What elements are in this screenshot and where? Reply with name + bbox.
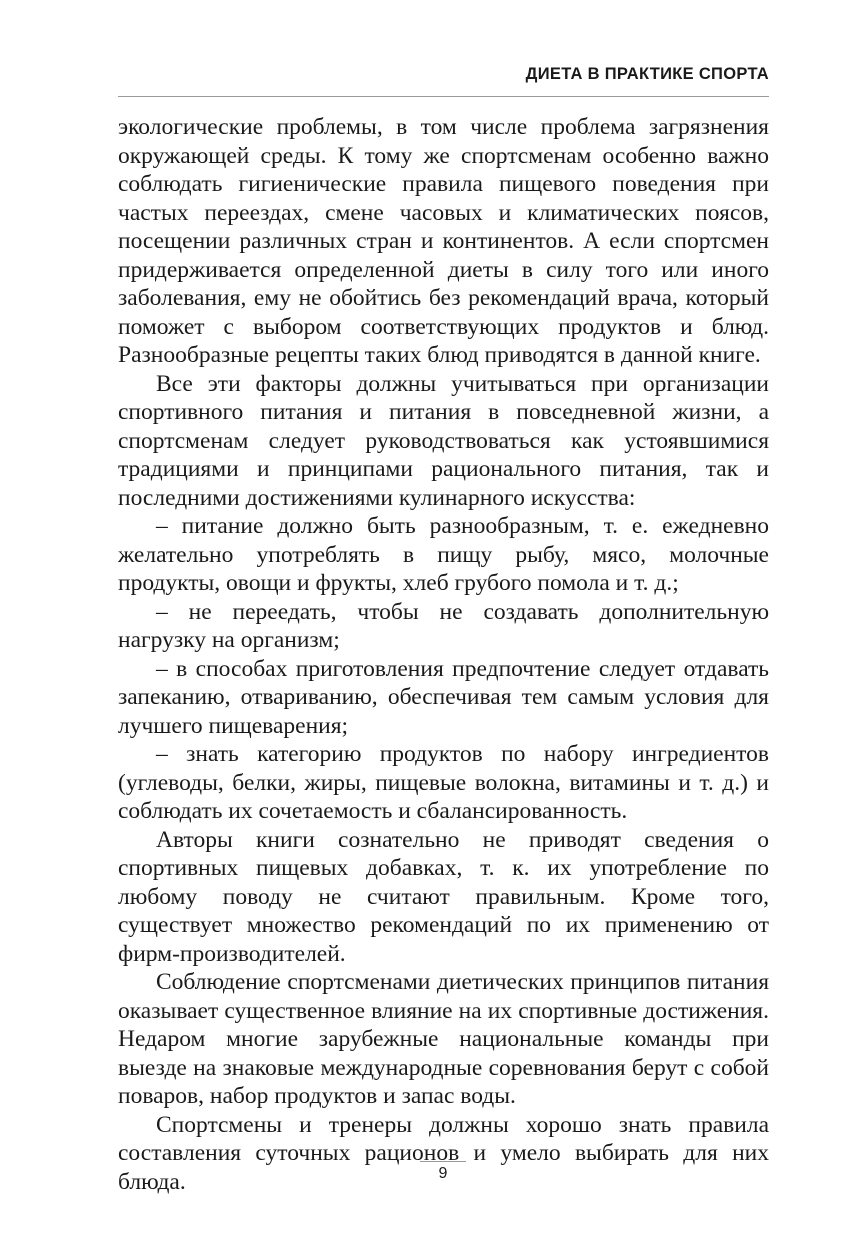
running-header-title: ДИЕТА В ПРАКТИКЕ СПОРТА (525, 65, 769, 83)
paragraph: Авторы книги сознательно не приводят сведения о спортивных пищевых добавках, т. к. их употребление по любому поводу не считают правильным. Кроме того, существует множество рекомендаций по их применению от фирм-производителей. (118, 826, 769, 967)
paragraph: Все эти факторы должны учитываться при организации спортивного питания и питания в повседневной жизни, а спортсменам следует руководствоваться как устоявшимися традициями и принципами рационального питания, так и последними достижениями кулинарного искусства: (118, 370, 769, 511)
paragraph: Спортсмены и тренеры должны хорошо знать правила составления суточных рационов и умело выбирать для них блюда. (118, 1111, 769, 1195)
list-item: – в способах приготовления предпочтение следует отдавать запеканию, отвариванию, обеспечивая тем самым условия для лучшего пищеварения; (118, 655, 769, 739)
list-item: – питание должно быть разнообразным, т. е. ежедневно желательно употреблять в пищу рыбу, мясо, молочные продукты, овощи и фрукты, хлеб грубого помола и т. д.; (118, 513, 769, 596)
page-body (118, 113, 769, 1196)
paragraph-continuation: экологические проблемы, в том числе проблема загрязнения окружающей среды. К тому же спортсменам особенно важно соблюдать гигиенические правила пищевого поведения при частых переездах, смене часовых и климатических поясов, посещении различных стран и континентов. А если спортсмен придерживается определенной диеты в силу того или иного заболевания, ему не обойтись без рекомендаций врача, который поможет с выбором соответствующих продуктов и блюд. Разнообразные рецепты таких блюд приводятся в данной книге. (118, 114, 769, 368)
paragraph: Соблюдение спортсменами диетических принципов питания оказывает существенное влияние на их спортивные достижения. Недаром многие зарубежные национальные команды при выезде на знаковые международные соревнования берут с собой поваров, набор продуктов и запас воды. (118, 969, 769, 1109)
list-item: – не переедать, чтобы не создавать дополнительную нагрузку на организм; (118, 598, 769, 653)
header-divider (118, 96, 769, 97)
page-number: 9 (438, 1165, 448, 1182)
footer-divider (420, 1161, 466, 1162)
list-item: – знать категорию продуктов по набору ингредиентов (углеводы, белки, жиры, пищевые волокна, витамины и т. д.) и соблюдать их сочетаемость и сбалансированность. (118, 741, 769, 824)
